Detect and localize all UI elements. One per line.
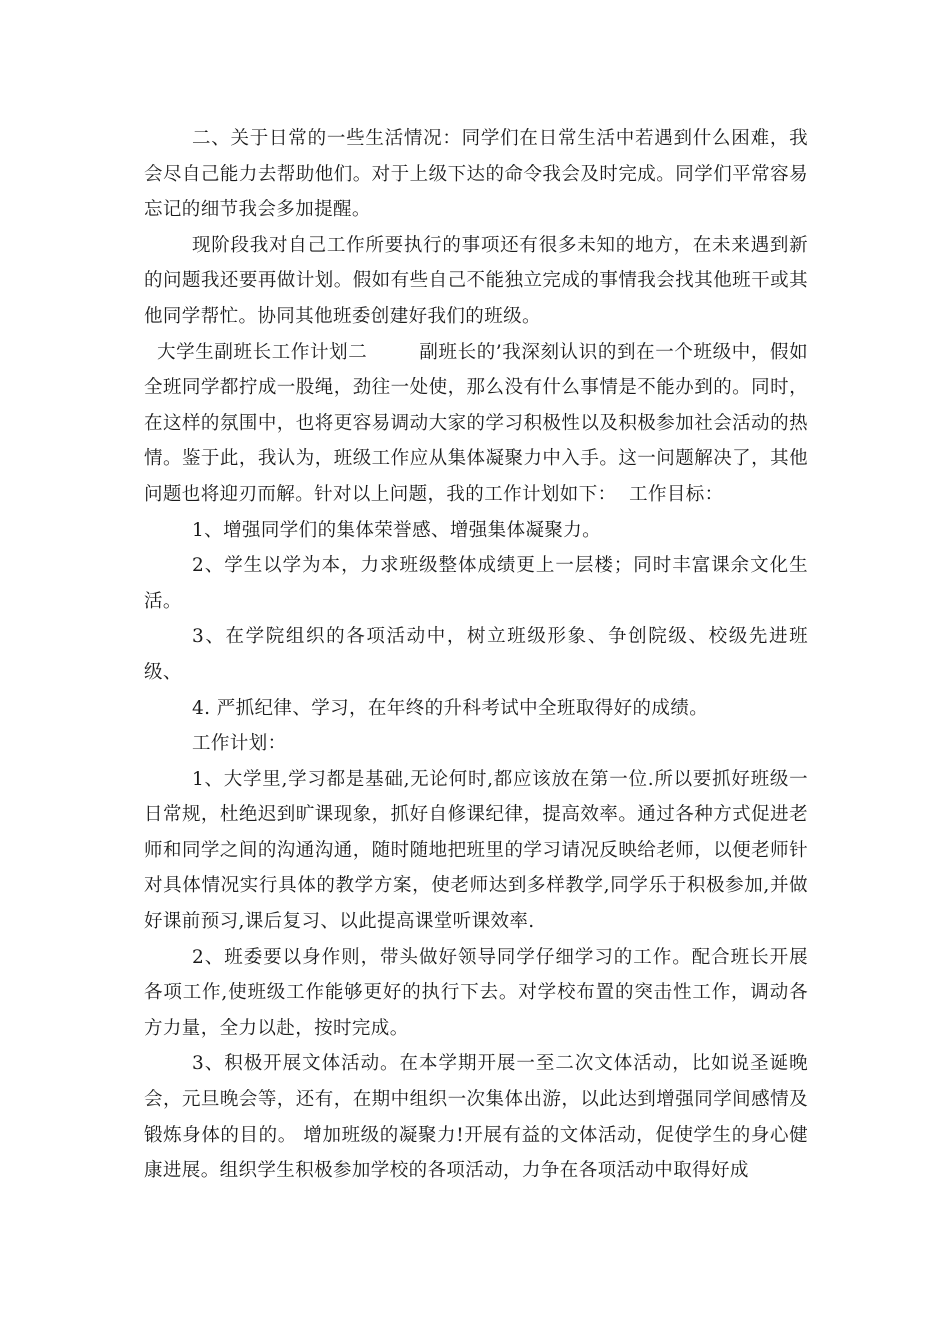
goal-item-4: 4. 严抓纪律、学习，在年终的升科考试中全班取得好的成绩。 bbox=[192, 697, 709, 719]
goal-item-3: 3、在学院组织的各项活动中，树立班级形象、争创院级、校级先进班级、 bbox=[144, 626, 808, 683]
paragraph-daily-life: 二、关于日常的一些生活情况：同学们在日常生活中若遇到什么困难，我会尽自己能力去帮助他们。对于上级下达的命令我会及时完成。同学们平常容易忘记的细节我会多加提醒。 bbox=[144, 128, 808, 221]
plan-item-1: 1、大学里,学习都是基础,无论何时,都应该放在第一位.所以要抓好班级一日常规，杜绝迟到旷课现象，抓好自修课纪律，提高效率。通过各种方式促进老师和同学之间的沟通沟通，随时随地把班里的学习请况反映给老师，以便老师针对具体情况实行具体的教学方案，使老师达到多样教学,同学乐于积极参加,并做好课前预习,课后复习、以此提高课堂听课效率. bbox=[144, 768, 808, 933]
plan-item-3: 3、积极开展文体活动。在本学期开展一至二次文体活动，比如说圣诞晚会，元旦晚会等，还有，在期中组织一次集体出游，以此达到增强同学间感情及锻炼身体的目的。 增加班级的凝聚力!开展有益的文体活动，促使学生的身心健康进展。组织学生积极参加学校的各项活动，力争在各项活动中取得好成 bbox=[144, 1053, 808, 1182]
paragraph-plan-two-intro: 大学生副班长工作计划二 副班长的’我深刻认识的到在一个班级中，假如全班同学都拧成一股绳，劲往一处使，那么没有什么事情是不能办到的。同时，在这样的氛围中，也将更容易调动大家的学习积极性以及积极参加社会活动的热情。鉴于此，我认为，班级工作应从集体凝聚力中入手。这一问题解决了，其他问题也将迎刃而解。针对以上问题，我的工作计划如下： 工作目标： bbox=[144, 341, 809, 505]
section-heading-work-plan: 工作计划： bbox=[192, 733, 287, 755]
document-body bbox=[144, 121, 808, 1189]
goal-item-2: 2、学生以学为本，力求班级整体成绩更上一层楼；同时丰富课余文化生活。 bbox=[144, 555, 808, 612]
plan-item-2: 2、班委要以身作则，带头做好领导同学仔细学习的工作。配合班长开展各项工作,使班级工作能够更好的执行下去。对学校布置的突击性工作，调动各方力量，全力以赴，按时完成。 bbox=[144, 946, 808, 1039]
paragraph-current-stage: 现阶段我对自己工作所要执行的事项还有很多未知的地方，在未来遇到新的问题我还要再做计划。假如有些自己不能独立完成的事情我会找其他班干或其他同学帮忙。协同其他班委创建好我们的班级。 bbox=[144, 234, 808, 327]
goal-item-1: 1、增强同学们的集体荣誉感、增强集体凝聚力。 bbox=[192, 519, 602, 541]
